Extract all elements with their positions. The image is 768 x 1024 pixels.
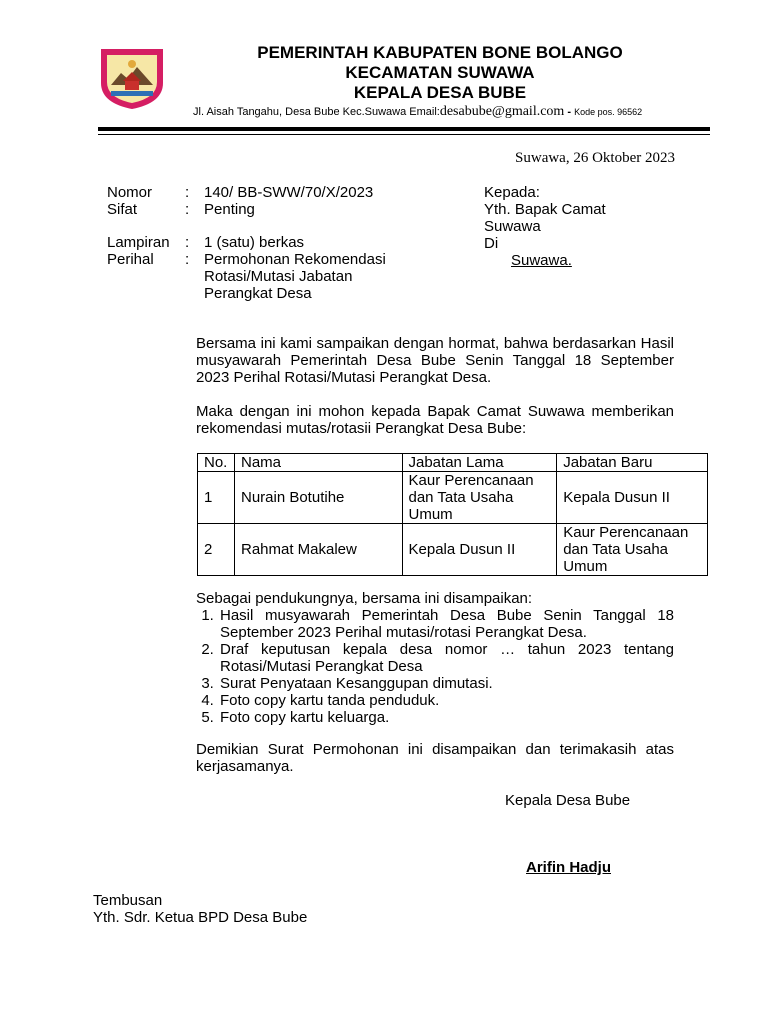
recipient-addressee: Yth. Bapak Camat (484, 201, 606, 218)
list-item: 2. Draf keputusan kepala desa nomor … tahun 2023 tentang Rotasi/Mutasi Perangkat Desa (218, 641, 674, 675)
row-jabatan-lama: Kaur Perencanaan dan Tata Usaha Umum (402, 472, 557, 524)
body-paragraph-1: Bersama ini kami sampaikan dengan hormat, bahwa berdasarkan Hasil musyawarah Pemerintah Desa Bube Senin Tanggal 18 September 2023 Perihal Rotasi/Mutasi Perangkat Desa. (196, 335, 674, 386)
email-link[interactable]: desabube@gmail.com (439, 104, 565, 119)
support-list (196, 607, 674, 726)
header-nama: Nama (234, 454, 402, 472)
list-item: 4. Foto copy kartu tanda penduduk. (218, 692, 674, 709)
perihal-value-line2: Rotasi/Mutasi Jabatan (204, 268, 353, 285)
perihal-value-line1: Permohonan Rekomendasi (204, 251, 386, 268)
lampiran-colon: : (185, 234, 190, 251)
signature-title: Kepala Desa Bube (505, 792, 631, 809)
perihal-label: Perihal (107, 251, 154, 268)
cc-label: Tembusan (93, 892, 163, 909)
row-jabatan-lama: Kepala Dusun II (402, 524, 557, 576)
address-text: Jl. Aisah Tangahu, Desa Bube Kec.Suwawa Email: (193, 106, 440, 118)
letterhead-district: KECAMATAN SUWAWA (345, 63, 535, 82)
postal-code: Kode pos. 96562 (574, 107, 643, 117)
address-separator: - (564, 106, 575, 118)
perihal-value-line3: Perangkat Desa (204, 285, 312, 302)
letterhead-government: PEMERINTAH KABUPATEN BONE BOLANGO (257, 43, 623, 62)
sifat-value: Penting (204, 201, 255, 218)
header-no: No. (198, 454, 235, 472)
sifat-label: Sifat (107, 201, 138, 218)
recipient-di: Di (484, 235, 499, 252)
nomor-value: 140/ BB-SWW/70/X/2023 (204, 184, 374, 201)
lampiran-value: 1 (satu) berkas (204, 234, 305, 251)
recipient-kepada: Kepada: (484, 184, 540, 201)
letterhead-address (193, 104, 642, 120)
letterhead-rule-thin (98, 134, 710, 135)
nomor-colon: : (185, 184, 190, 201)
table-row (198, 472, 708, 524)
signature-name: Arifin Hadju (526, 859, 611, 876)
body-paragraph-2: Maka dengan ini mohon kepada Bapak Camat Suwawa memberikan rekomendasi mutas/rotasii Perangkat Desa Bube: (196, 403, 674, 437)
list-item: 3. Surat Penyataan Kesanggupan dimutasi. (218, 675, 674, 692)
support-intro: Sebagai pendukungnya, bersama ini disampaikan: (196, 590, 533, 607)
table-row (198, 524, 708, 576)
list-item: 5. Foto copy kartu keluarga. (218, 709, 674, 726)
row-no: 1 (198, 472, 235, 524)
nomor-label: Nomor (107, 184, 153, 201)
sifat-colon: : (185, 201, 190, 218)
row-nama: Rahmat Makalew (234, 524, 402, 576)
recipient-place: Suwawa (484, 218, 541, 235)
list-item: 1. Hasil musyawarah Pemerintah Desa Bube Senin Tanggal 18 September 2023 Perihal mutasi/rotasi Perangkat Desa. (218, 607, 674, 641)
row-jabatan-baru: Kaur Perencanaan dan Tata Usaha Umum (557, 524, 708, 576)
lampiran-label: Lampiran (107, 234, 170, 251)
row-nama: Nurain Botutihe (234, 472, 402, 524)
letter-date: Suwawa, 26 Oktober 2023 (515, 150, 675, 166)
header-jabatan-lama: Jabatan Lama (402, 454, 557, 472)
letterhead-rule-thick (98, 127, 710, 131)
closing-paragraph: Demikian Surat Permohonan ini disampaikan dan terimakasih atas kerjasamanya. (196, 741, 674, 775)
rotation-table (197, 453, 708, 576)
village-logo-icon (97, 45, 167, 111)
row-jabatan-baru: Kepala Dusun II (557, 472, 708, 524)
recipient-city: Suwawa. (511, 252, 572, 269)
row-no: 2 (198, 524, 235, 576)
letterhead-office: KEPALA DESA BUBE (353, 83, 527, 102)
header-jabatan-baru: Jabatan Baru (557, 454, 708, 472)
perihal-colon: : (185, 251, 190, 268)
table-header-row (198, 454, 708, 472)
cc-recipient: Yth. Sdr. Ketua BPD Desa Bube (93, 909, 308, 926)
